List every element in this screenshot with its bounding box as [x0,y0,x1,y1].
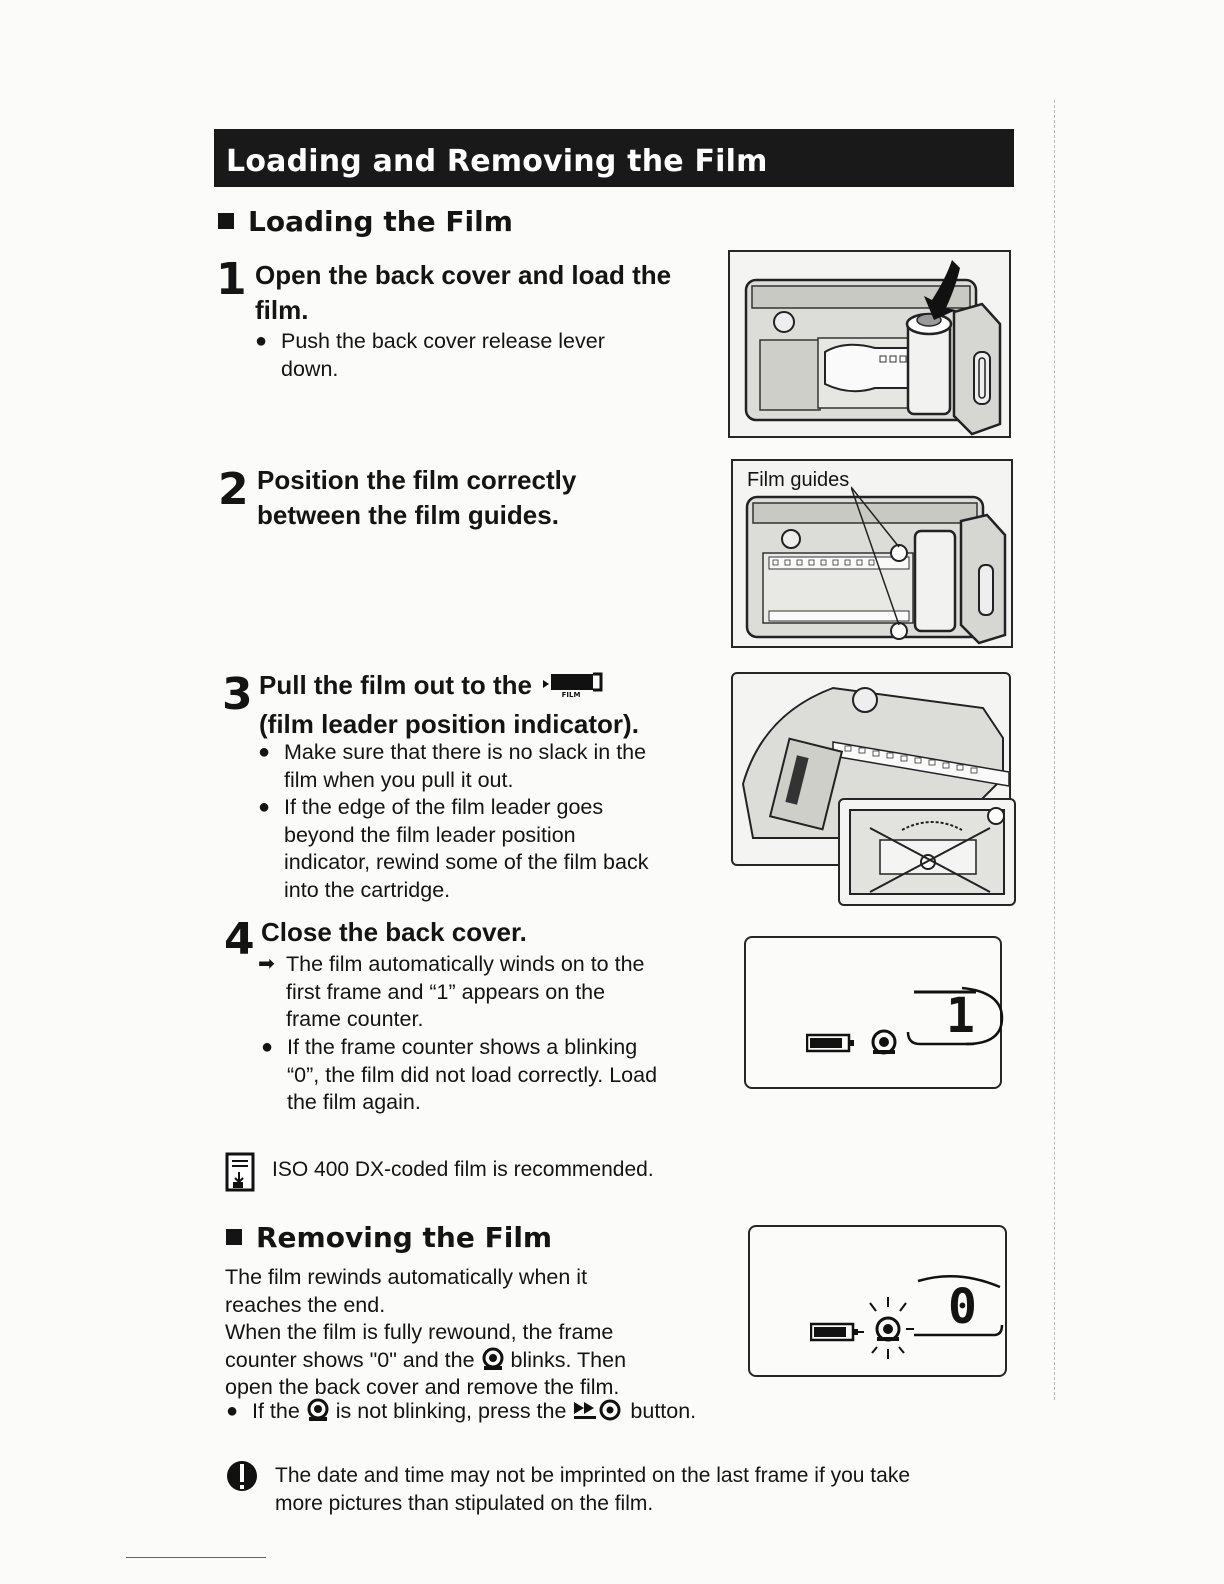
step-3-number: 3 [222,669,253,720]
heading-square-icon [226,1229,242,1245]
step-2-number: 2 [218,464,249,515]
film-cartridge-icon [870,1028,898,1056]
film-cartridge-icon [481,1347,505,1371]
step-3-bullet-1: ● Make sure that there is no slack in the film when you pull it out. [258,740,647,792]
note-text: ISO 400 DX-coded film is recommended. [272,1158,654,1181]
caution-icon [226,1460,258,1492]
lcd-frame-counter-zero [748,1225,1007,1377]
bullet-dot-icon: ● [226,1400,239,1422]
bullet-dot-icon: ● [255,330,268,352]
figure-caption-film-guides: Film guides [747,469,850,491]
svg-text:FILM: FILM [561,691,581,698]
step-1-number: 1 [216,254,247,305]
step-1-heading: Open the back cover and load the film. [255,260,672,325]
bullet-dot-icon: ● [261,1036,274,1058]
step-4-bullet: ● If the frame counter shows a blinking “0”, the film did not load correctly. Load the film again. [261,1035,658,1114]
figure-inset-leader-indicator [838,798,1016,906]
step-4-heading: Close the back cover. [261,917,527,947]
lcd-frame-counter-one [744,936,1002,1089]
inset-illustration [840,800,1014,904]
blinking-film-cartridge-icon [862,1293,914,1363]
removing-body: The film rewinds automatically when it reaches the end. When the film is fully rewound, the frame counter shows "0" and the blinks. Then open the back cover and remove the film. [225,1265,627,1399]
step-3-bullet-2: ● If the edge of the film leader goes beyond the film leader position indicator, rewind some of the film back into the cartridge. [258,795,649,902]
caution-text: The date and time may not be imprinted on the last frame if you take more pictures than stipulated on the film. [275,1464,911,1515]
bullet-dot-icon: ● [258,796,271,818]
rewind-button-icon [572,1398,624,1422]
step-4-result: ➡ The film automatically winds on to the first frame and “1” appears on the frame counter. [258,952,645,1031]
figure-film-guides [731,459,1013,648]
frame-counter-value: 1 [946,988,975,1044]
step-2-heading: Position the film correctly between the film guides. [257,465,577,530]
section-heading-loading: Loading the Film [218,205,513,238]
battery-icon [810,1321,864,1343]
arrow-result-icon: ➡ [258,953,275,975]
figure-open-back-cover [728,250,1011,438]
step-1-bullet: ● Push the back cover release lever down. [255,329,605,381]
bullet-dot-icon: ● [258,741,271,763]
frame-counter-value: 0 [948,1279,977,1335]
battery-icon [806,1032,856,1054]
step-3-heading: Pull the film out to the FILM (film leader position indicator). [259,670,639,739]
page-edge-rule [1054,100,1055,1400]
heading-square-icon [218,213,234,229]
memo-note-icon [225,1152,255,1192]
step-4-number: 4 [224,914,255,965]
film-cartridge-icon [306,1398,330,1422]
page-title: Loading and Removing the Film [214,129,1014,187]
film-leader-indicator-icon [539,670,615,707]
section-heading-removing: Removing the Film [226,1221,552,1254]
camera-open-back-illustration [730,252,1009,436]
footer-rule [126,1557,266,1558]
removing-bullet: ● If the is not blinking, press the button. [252,1398,696,1426]
